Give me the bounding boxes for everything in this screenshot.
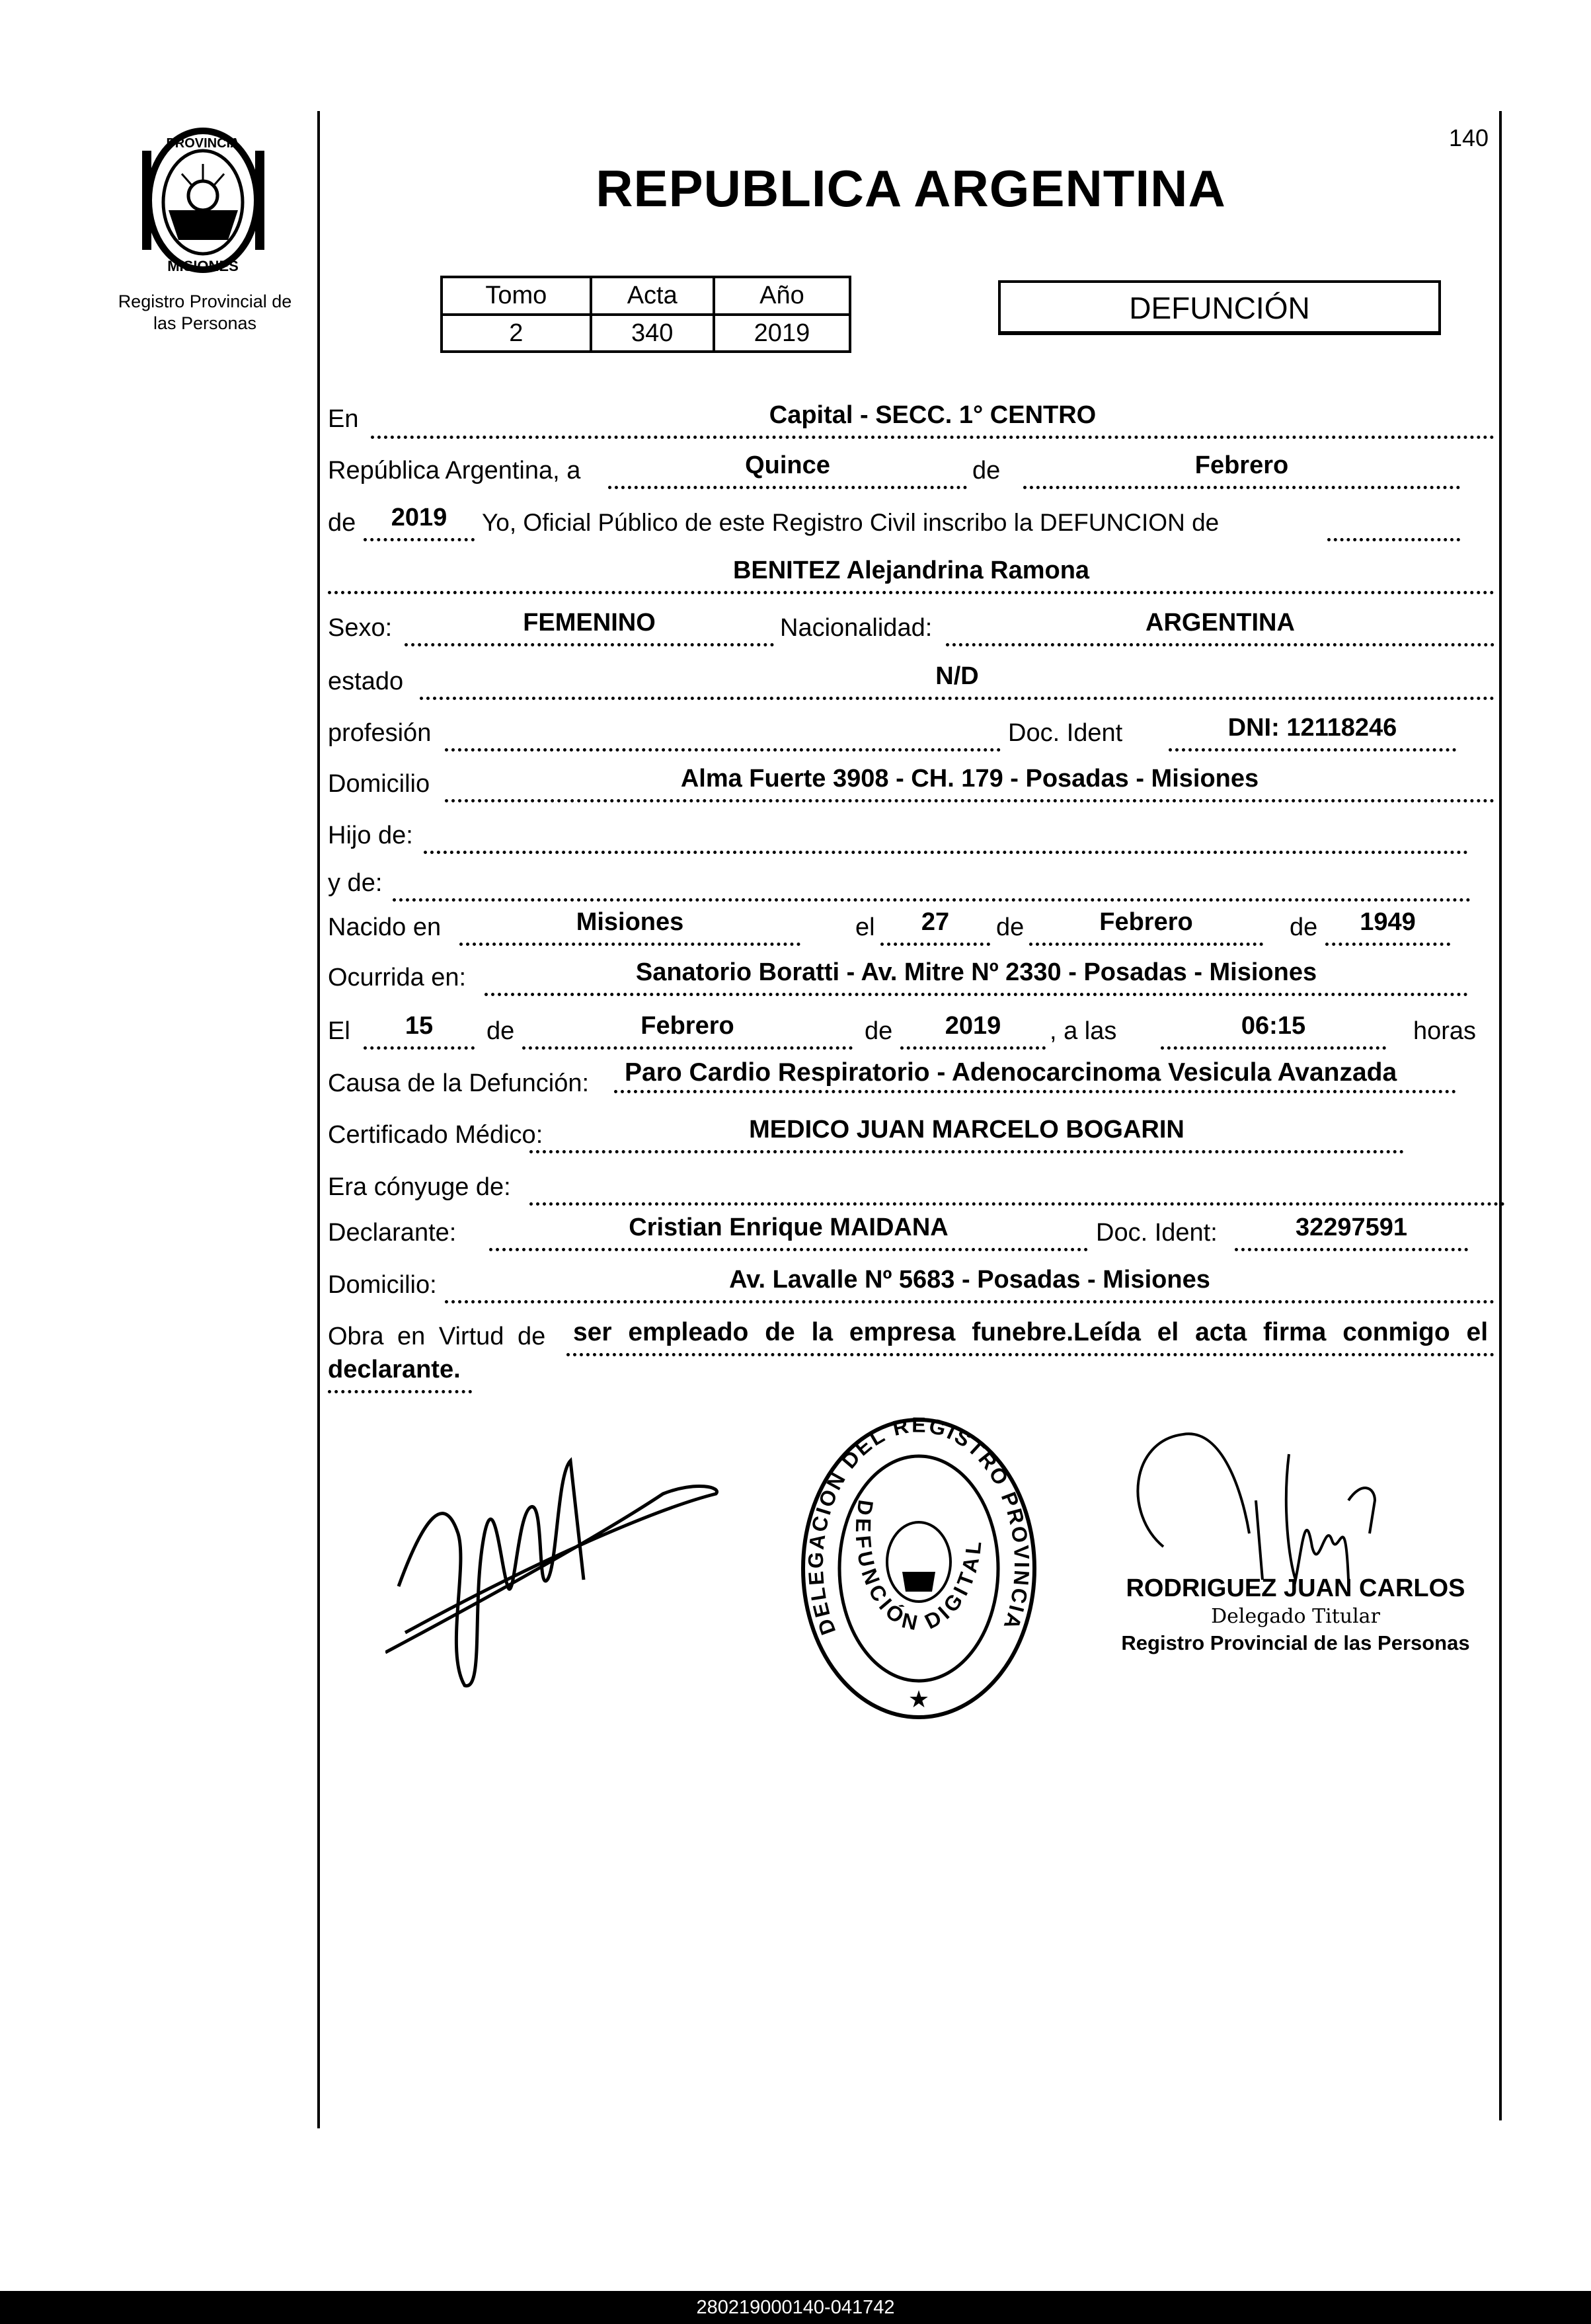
estado-label: estado: [328, 668, 404, 695]
estado-field: N/D: [420, 661, 1494, 700]
de-label-2: de: [328, 509, 356, 537]
record-type-box: DEFUNCIÓN: [998, 280, 1441, 335]
certificado-label: Certificado Médico:: [328, 1121, 543, 1149]
svg-text:DEFUNCIÓN DIGITAL: [851, 1498, 986, 1636]
declarante-doc-field: 32297591: [1235, 1212, 1468, 1251]
death-time-field: 06:15: [1161, 1011, 1386, 1050]
page-title: REPUBLICA ARGENTINA: [596, 159, 1226, 217]
record-table-header: [442, 277, 850, 315]
page-number: 140: [1449, 124, 1489, 151]
stamp-inner-text: DEFUNCIÓN DIGITAL: [851, 1498, 987, 1636]
ocurrida-field: Sanatorio Boratti - Av. Mitre Nº 2330 - Posadas - Misiones: [485, 957, 1468, 996]
doc-field: DNI: 12118246: [1169, 713, 1456, 752]
domicilio-label: Domicilio: [328, 770, 430, 798]
declarante-domicilio-field: Av. Lavalle Nº 5683 - Posadas - Misiones: [445, 1264, 1494, 1303]
nacido-mes-field: Febrero: [1029, 907, 1263, 946]
logo-caption-line2: las Personas: [153, 313, 257, 333]
stamp-outer-text: DELEGACION DEL REGISTRO PROVINCIA: [803, 1413, 1034, 1639]
obra-field: ser empleado de la empresa funebre.Leída el acta firma conmigo el: [566, 1317, 1494, 1356]
death-year-field: 2019: [900, 1011, 1046, 1050]
sexo-label: Sexo:: [328, 614, 393, 642]
logo-caption-line1: Registro Provincial de: [118, 291, 292, 311]
ocurrida-label: Ocurrida en:: [328, 964, 467, 991]
official-office: Registro Provincial de las Personas: [1121, 1631, 1470, 1654]
en-label: En: [328, 405, 359, 433]
doc-label: Doc. Ident: [1008, 719, 1123, 747]
province-logo: [129, 124, 278, 276]
causa-label: Causa de la Defunción:: [328, 1069, 590, 1097]
alas-label: , a las: [1050, 1017, 1117, 1045]
header-tomo: Tomo: [442, 277, 591, 315]
svg-text:★: ★: [908, 1685, 930, 1713]
value-acta: 340: [591, 315, 714, 352]
declarante-domicilio-label: Domicilio:: [328, 1271, 437, 1299]
footer-code: 280219000140-041742: [0, 2291, 1591, 2324]
stamp-seal-icon: [796, 1413, 1041, 1724]
republica-label: República Argentina, a: [328, 457, 581, 484]
svg-text:MISIONES: MISIONES: [167, 258, 239, 274]
official-title: Delegado Titular: [1211, 1605, 1380, 1628]
obra-field-cont: declarante.: [328, 1354, 472, 1393]
nacido-label: Nacido en: [328, 913, 442, 941]
de-label: de: [972, 457, 1001, 484]
de-label-4: de: [1290, 913, 1318, 941]
conyuge-label: Era cónyuge de:: [328, 1173, 511, 1201]
inscribe-trailing-line: [1327, 502, 1460, 541]
declarant-signature: [385, 1434, 729, 1692]
svg-text:PROVINCIA: PROVINCIA: [166, 136, 240, 151]
nacionalidad-field: ARGENTINA: [946, 607, 1494, 646]
conyuge-field: [529, 1167, 1505, 1206]
domicilio-field: Alma Fuerte 3908 - CH. 179 - Posadas - Misiones: [445, 763, 1494, 802]
profesion-field: [445, 713, 1001, 752]
inscribe-text: Yo, Oficial Público de este Registro Civil inscribo la DEFUNCION de: [482, 509, 1220, 536]
official-block: [1110, 1573, 1481, 1656]
El-label: El: [328, 1017, 350, 1045]
logo-caption: [99, 291, 311, 334]
nacido-lugar-field: Misiones: [459, 907, 800, 946]
death-day-field: 15: [364, 1011, 475, 1050]
obra-label: Obra en Virtud de: [328, 1323, 546, 1350]
year-field: 2019: [364, 502, 475, 541]
value-anio: 2019: [714, 315, 850, 352]
nacido-dia-field: 27: [880, 907, 990, 946]
official-name: RODRIGUEZ JUAN CARLOS: [1126, 1574, 1465, 1602]
declarante-label: Declarante:: [328, 1219, 457, 1247]
de-label-3: de: [996, 913, 1025, 941]
day-field: Quince: [608, 450, 967, 489]
horas-label: horas: [1413, 1017, 1477, 1045]
value-tomo: 2: [442, 315, 591, 352]
el-label: el: [855, 913, 875, 941]
declarante-doc-label: Doc. Ident:: [1096, 1219, 1218, 1247]
record-table-values: [442, 315, 850, 352]
causa-field: Paro Cardio Respiratorio - Adenocarcinoma Vesicula Avanzada: [614, 1058, 1456, 1093]
header-acta: Acta: [591, 277, 714, 315]
official-stamp: [796, 1413, 1041, 1724]
nacido-anio-field: 1949: [1325, 907, 1450, 946]
yde-field: [393, 863, 1471, 902]
month-field: Febrero: [1023, 450, 1460, 489]
hijo-label: Hijo de:: [328, 822, 413, 849]
en-field: Capital - SECC. 1° CENTRO: [371, 400, 1494, 439]
right-margin-line: [1499, 111, 1502, 2120]
svg-text:DELEGACION DEL REGISTRO PROVIN: [796, 1413, 1034, 1638]
de-label-6: de: [865, 1017, 893, 1045]
yde-label: y de:: [328, 869, 383, 897]
death-month-field: Febrero: [522, 1011, 853, 1050]
nacionalidad-label: Nacionalidad:: [780, 614, 933, 642]
record-table: [440, 276, 851, 353]
left-margin-line: [317, 111, 320, 2128]
de-label-5: de: [486, 1017, 515, 1045]
deceased-name-field: BENITEZ Alejandrina Ramona: [328, 555, 1494, 594]
sexo-field: FEMENINO: [405, 607, 774, 646]
declarante-field: Cristian Enrique MAIDANA: [489, 1212, 1088, 1251]
header-anio: Año: [714, 277, 850, 315]
signature-icon: [385, 1434, 729, 1692]
profesion-label: profesión: [328, 719, 432, 747]
certificado-field: MEDICO JUAN MARCELO BOGARIN: [529, 1114, 1404, 1153]
hijo-field: [424, 815, 1468, 854]
misiones-coat-of-arms-icon: [129, 124, 278, 276]
